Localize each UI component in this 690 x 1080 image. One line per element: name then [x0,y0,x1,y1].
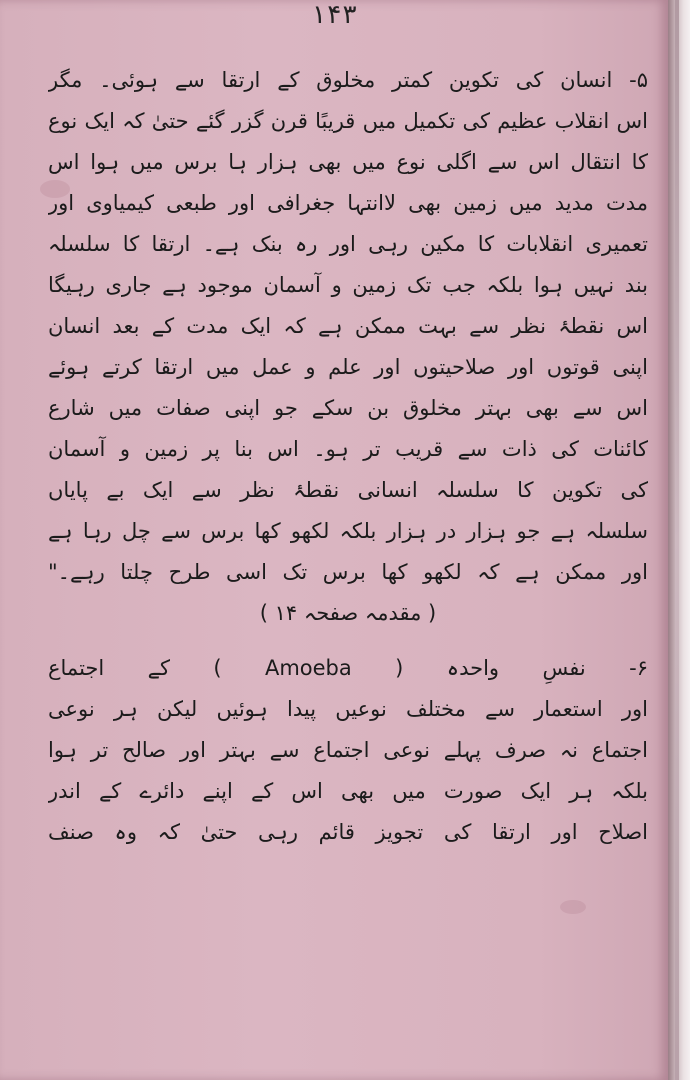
text-line: اور ممکن ہے کہ لکھو کھا برس تک اسی طرح چلتا رہے۔" [48,560,648,584]
paper-stain [560,900,586,914]
text-line: کا انتقال اس سے اگلی نوع میں بھی ہزار ہا برس میں ہوا اس [48,150,648,174]
text-line: بند نہیں ہوا بلکہ جب تک زمین و آسمان موجود ہے جاری رہیگا [48,273,648,297]
text-line: بلکہ ہر ایک صورت میں بھی اس کے اپنے دائرے کے اندر [48,779,648,803]
text-line: ۵- انسان کی تکوین کمتر مخلوق کے ارتقا سے ہوئی۔ مگر [48,68,648,92]
page-edge [668,0,690,1080]
paragraph-gap [48,634,648,648]
text-line: اصلاح اور ارتقا کی تجویز قائم رہی حتیٰ کہ وہ صنف [48,820,648,844]
page-number: ۱۴۳ [310,0,358,30]
body-text [48,60,648,853]
text-line: مدت مدید میں زمین بھی لاانتہا جغرافی اور طبعی کیمیاوی اور [48,191,648,215]
text-line: اس سے بھی بہتر مخلوق بن سکے جو اپنی صفات میں شارع [48,396,648,420]
binding-stripe [675,0,679,1080]
text-line: ۶- نفسِ واحدہ ( Amoeba ) کے اجتماع [48,656,648,680]
citation: ( مقدمہ صفحہ ۱۴ ) [259,601,437,625]
text-line: تعمیری انقلابات کا مکین رہی اور رہ بنک ہے۔ ارتقا کا سلسلہ [48,232,648,256]
text-line: سلسلہ ہے جو ہزار در ہزار بلکہ لکھو کھا برس سے چل رہا ہے [48,519,648,543]
text-line: اس انقلاب عظیم کی تکمیل میں قریبًا قرن گزر گئے حتیٰ کہ ایک نوع [48,109,648,133]
text-line: اجتماع نہ صرف پہلے نوعی اجتماع سے بہتر اور صالح تر ہوا [48,738,648,762]
text-line: کی تکوین کا سلسلہ انسانی نقطۂ نظر سے ایک بے پایاں [48,478,648,502]
text-line: اپنی قوتوں اور صلاحیتوں اور علم و عمل میں ارتقا کرتے ہوئے [48,355,648,379]
text-line: اور استعمار سے مختلف نوعیں پیدا ہوئیں لیکن ہر نوعی [48,697,648,721]
text-line: اس نقطۂ نظر سے بہت ممکن ہے کہ ایک مدت کے بعد انسان [48,314,648,338]
text-line: کائنات کی ذات سے قریب تر ہو۔ اس بنا پر زمین و آسمان [48,437,648,461]
